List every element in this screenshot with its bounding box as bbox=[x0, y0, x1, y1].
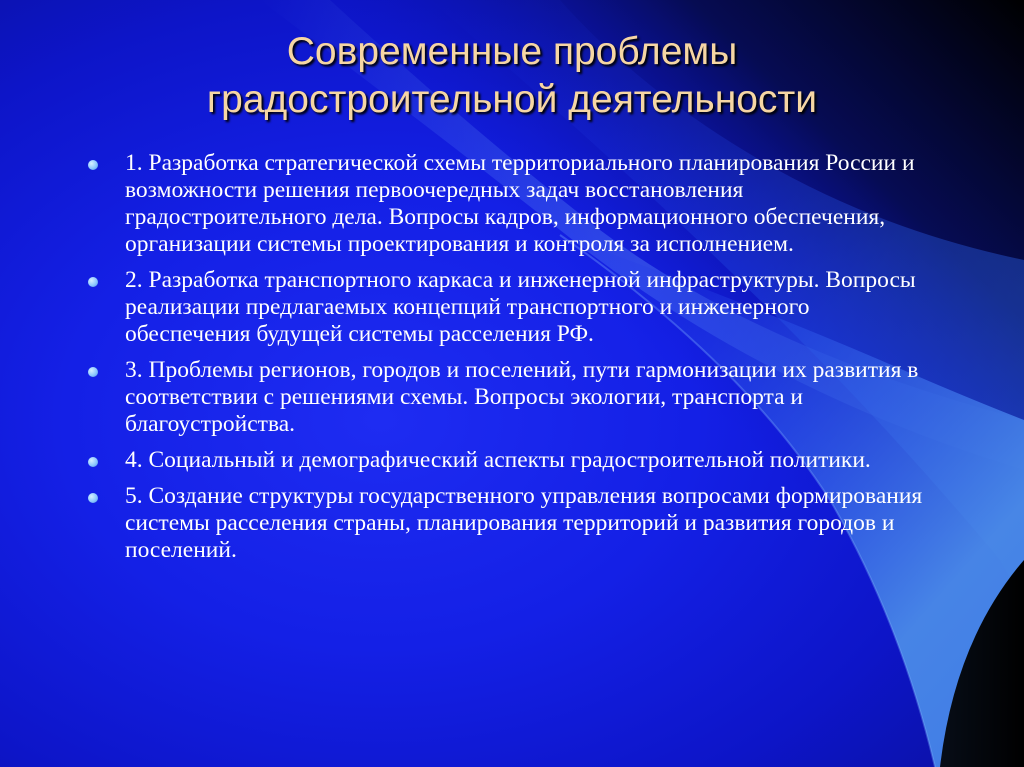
bullet-text-2: 2. Разработка транспортного каркаса и инженерной инфраструктуры. Вопросы реализации предлагаемых концепций транспортного и инженерного обеспечения будущей системы расселения РФ. bbox=[125, 267, 916, 347]
round-bullet-icon bbox=[88, 457, 98, 467]
round-bullet-icon bbox=[88, 160, 98, 170]
round-bullet-icon bbox=[88, 367, 98, 377]
bullet-item-5 bbox=[88, 483, 923, 564]
slide-title-line-1: Современные проблемы bbox=[286, 30, 738, 73]
bullet-text-4: 4. Социальный и демографический аспекты градостроительной политики. bbox=[125, 447, 871, 473]
round-bullet-icon bbox=[88, 493, 98, 503]
bullet-text-5: 5. Создание структуры государственного управления вопросами формирования системы расселения страны, планирования территорий и развития городов и поселений. bbox=[125, 483, 923, 563]
bullet-list bbox=[88, 150, 923, 573]
bullet-item-4 bbox=[88, 447, 923, 474]
slide-title-line-2: градостроительной деятельности bbox=[206, 78, 818, 121]
bullet-text-3: 3. Проблемы регионов, городов и поселений, пути гармонизации их развития в соответствии с решениями схемы. Вопросы экологии, транспорта и благоустройства. bbox=[125, 357, 919, 437]
bullet-item-3 bbox=[88, 357, 923, 438]
slide-title bbox=[100, 28, 924, 124]
bullet-item-2 bbox=[88, 267, 923, 348]
bullet-item-1 bbox=[88, 150, 923, 258]
bullet-text-1: 1. Разработка стратегической схемы территориального планирования России и возможности решения первоочередных задач восстановления градостроительного дела. Вопросы кадров, информационного обеспечения, организации системы проектирования и контроля за исполнением. bbox=[125, 150, 915, 257]
round-bullet-icon bbox=[88, 277, 98, 287]
